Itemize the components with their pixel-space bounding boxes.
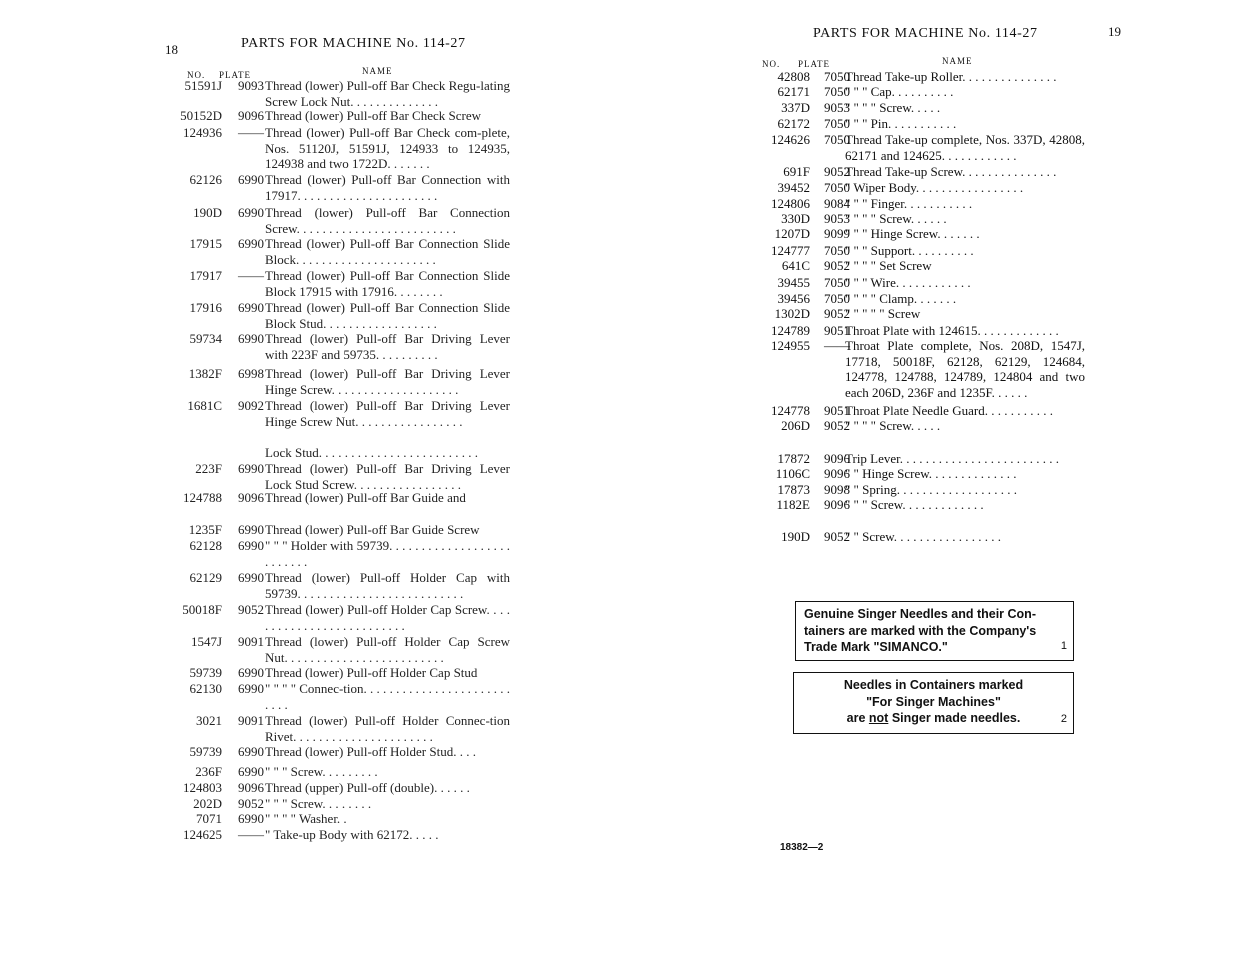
part-number: 124778 xyxy=(771,403,810,418)
note-number: 1 xyxy=(1060,639,1067,652)
part-name: Thread (lower) Pull-off Bar Check com-plete, Nos. 51120J, 51591J, 124933 to 124935, 124938 and two 1722D. . . . . . . xyxy=(265,125,510,171)
plate-number: 9091 xyxy=(238,634,264,649)
page-title-right: PARTS FOR MACHINE No. 114-27 xyxy=(813,26,1038,41)
part-number: 62171 xyxy=(777,84,810,99)
part-name: " " " Pin. . . . . . . . . . . xyxy=(845,116,957,131)
part-name: " Wiper Body. . . . . . . . . . . . . . . . . xyxy=(845,180,1024,195)
part-number: 691F xyxy=(783,164,810,179)
part-name: Thread (lower) Pull-off Holder Cap with 59739. . . . . . . . . . . . . . . . . . . . . . . . . . xyxy=(265,570,510,601)
plate-number: 9052 xyxy=(824,258,850,273)
part-number: 7071 xyxy=(196,811,222,826)
part-number: 1302D xyxy=(774,306,810,321)
part-number: 17915 xyxy=(189,236,222,251)
part-number: 39455 xyxy=(777,275,810,290)
part-name: Thread Take-up Screw. . . . . . . . . . . . . . . xyxy=(845,164,1057,179)
plate-number: 7050 xyxy=(824,275,850,290)
plate-number: 9084 xyxy=(824,196,850,211)
part-number: 39452 xyxy=(777,180,810,195)
part-number: 124955 xyxy=(771,338,810,353)
part-number: 206D xyxy=(781,418,810,433)
plate-number: —— xyxy=(238,125,264,140)
plate-number: 7050 xyxy=(824,84,850,99)
part-number: 1382F xyxy=(188,366,222,381)
right-page xyxy=(620,0,1238,954)
part-name: Thread (lower) Pull-off Bar Connection with 17917. . . . . . . . . . . . . . . . . . . . . . xyxy=(265,172,510,203)
part-name: " " " " Screw. . . . . xyxy=(845,418,941,433)
plate-number: 9052 xyxy=(238,796,264,811)
part-name: Thread (lower) Pull-off Holder Connec-tion Rivet. . . . . . . . . . . . . . . . . . . . . . xyxy=(265,713,510,744)
part-number: 50018F xyxy=(182,602,222,617)
note-line: "For Singer Machines" xyxy=(866,694,1001,709)
part-name: Thread (lower) Pull-off Bar Guide Screw xyxy=(265,522,480,537)
part-name: Thread (lower) Pull-off Bar Check Regu-lating Screw Lock Nut. . . . . . . . . . . . . . xyxy=(265,78,510,109)
plate-number: 9052 xyxy=(824,418,850,433)
part-name: Thread (lower) Pull-off Bar Guide and xyxy=(265,490,466,505)
column-header-plate: PLATE xyxy=(798,59,830,69)
plate-number: 9096 xyxy=(238,780,264,795)
part-number: 202D xyxy=(193,796,222,811)
plate-number: 7050 xyxy=(824,291,850,306)
plate-number: —— xyxy=(824,338,850,353)
plate-number: 9052 xyxy=(824,529,850,544)
part-number: 1182E xyxy=(776,497,810,512)
plate-number: 7050 xyxy=(824,69,850,84)
plate-number: 9093 xyxy=(238,78,264,93)
part-number: 1681C xyxy=(187,398,222,413)
note-text: Genuine Singer Needles and their Con-tainers are marked with the Company's Trade Mark "SIMANCO." xyxy=(804,607,1037,654)
part-name: " " Spring. . . . . . . . . . . . . . . . . . . xyxy=(845,482,1018,497)
part-name: Thread (lower) Pull-off Holder Cap Screw. . . . . . . . . . . . . . . . . . . . . . . . . . xyxy=(265,602,510,633)
plate-number: 6990 xyxy=(238,205,264,220)
plate-number: 9096 xyxy=(824,466,850,481)
plate-number: 6990 xyxy=(238,811,264,826)
plate-number: 9092 xyxy=(238,398,264,413)
note-line: Needles in Containers marked xyxy=(843,678,1024,692)
part-name: " " " " Clamp. . . . . . . xyxy=(845,291,957,306)
part-number: 124777 xyxy=(771,243,810,258)
part-name: " " " Screw. . . . . . . . . xyxy=(265,764,378,779)
part-number: 330D xyxy=(781,211,810,226)
plate-number: 7050 xyxy=(824,132,850,147)
part-number: 42808 xyxy=(777,69,810,84)
part-name: Thread Take-up Roller. . . . . . . . . . . . . . . xyxy=(845,69,1057,84)
part-name: Thread (lower) Pull-off Bar Connection Slide Block. . . . . . . . . . . . . . . . . . . . . . xyxy=(265,236,510,267)
part-number: 17916 xyxy=(189,300,222,315)
part-number: 51591J xyxy=(184,78,222,93)
plate-number: 9096 xyxy=(238,490,264,505)
plate-number: 9096 xyxy=(824,451,850,466)
part-number: 1235F xyxy=(188,522,222,537)
plate-number: 9051 xyxy=(824,403,850,418)
plate-number: 6990 xyxy=(238,172,264,187)
part-name: Thread (lower) Pull-off Bar Driving Lever Lock Stud Screw. . . . . . . . . . . . . . . . . xyxy=(265,461,510,492)
part-number: 190D xyxy=(781,529,810,544)
needles-trademark-note xyxy=(795,601,1074,661)
part-name: Thread (lower) Pull-off Holder Cap Stud xyxy=(265,665,478,680)
part-number: 190D xyxy=(193,205,222,220)
part-name: " " Hinge Screw. . . . . . . . . . . . . . xyxy=(845,466,1017,481)
part-number: 223F xyxy=(195,461,222,476)
part-name: Thread (lower) Pull-off Holder Cap Screw Nut. . . . . . . . . . . . . . . . . . . . . . . . . xyxy=(265,634,510,665)
part-name: " Take-up Body with 62172. . . . . xyxy=(265,827,439,842)
page-number-right: 19 xyxy=(1108,24,1121,39)
plate-number: 9052 xyxy=(238,602,264,617)
part-number: 3021 xyxy=(196,713,222,728)
part-number: 17917 xyxy=(189,268,222,283)
part-name: Thread (lower) Pull-off Bar Connection Slide Block 17915 with 17916. . . . . . . . xyxy=(265,268,510,299)
part-number: 62130 xyxy=(189,681,222,696)
plate-number: 9053 xyxy=(824,100,850,115)
part-name: " " Screw. . . . . . . . . . . . . . . . . xyxy=(845,529,1002,544)
page-title-left: PARTS FOR MACHINE No. 114-27 xyxy=(241,36,466,51)
plate-number: 9091 xyxy=(238,713,264,728)
part-name: Thread (lower) Pull-off Bar Connection Screw. . . . . . . . . . . . . . . . . . . . . . . . . xyxy=(265,205,510,236)
part-number: 124806 xyxy=(771,196,810,211)
plate-number: 9051 xyxy=(824,323,850,338)
part-name: " " " " Set Screw xyxy=(845,258,932,273)
part-name: Thread Take-up complete, Nos. 337D, 42808, 62171 and 124625. . . . . . . . . . . . xyxy=(845,132,1085,163)
plate-number: 6990 xyxy=(238,236,264,251)
plate-number: 9096 xyxy=(238,108,264,123)
plate-number: 9098 xyxy=(824,482,850,497)
part-name: Trip Lever. . . . . . . . . . . . . . . . . . . . . . . . . xyxy=(845,451,1060,466)
page-number-left: 18 xyxy=(165,42,178,57)
part-name: Thread (lower) Pull-off Holder Stud. . . . xyxy=(265,744,476,759)
plate-number: 6990 xyxy=(238,681,264,696)
part-name: Thread (lower) Pull-off Bar Driving Lever Hinge Screw. . . . . . . . . . . . . . . . . . . . xyxy=(265,366,510,397)
column-header-no: NO. xyxy=(187,70,206,80)
plate-number: 6998 xyxy=(238,366,264,381)
part-number: 236F xyxy=(195,764,222,779)
plate-number: 6990 xyxy=(238,665,264,680)
part-name: " " " " Washer. . xyxy=(265,811,347,826)
plate-number: 6990 xyxy=(238,522,264,537)
part-number: 62128 xyxy=(189,538,222,553)
part-number: 59739 xyxy=(189,665,222,680)
part-number: 17873 xyxy=(777,482,810,497)
part-name: Thread (lower) Pull-off Bar Driving Lever Hinge Screw Nut. . . . . . . . . . . . . . . . . xyxy=(265,398,510,429)
plate-number: 6990 xyxy=(238,331,264,346)
part-number: 1106C xyxy=(775,466,810,481)
part-name: " " " " Screw. . . . . xyxy=(845,100,941,115)
plate-number: 6990 xyxy=(238,538,264,553)
part-number: 59734 xyxy=(189,331,222,346)
plate-number: —— xyxy=(238,827,264,842)
plate-number: 6990 xyxy=(238,744,264,759)
part-name: " " " Hinge Screw. . . . . . . xyxy=(845,226,980,241)
plate-number: 9099 xyxy=(824,226,850,241)
part-name: Thread (lower) Pull-off Bar Connection Slide Block Stud. . . . . . . . . . . . . . . . . . xyxy=(265,300,510,331)
plate-number: 7050 xyxy=(824,243,850,258)
part-name: Throat Plate with 124615. . . . . . . . . . . . . xyxy=(845,323,1059,338)
part-name: Throat Plate Needle Guard. . . . . . . . . . . xyxy=(845,403,1053,418)
print-code: 18382—2 xyxy=(780,842,824,853)
part-number: 1207D xyxy=(774,226,810,241)
part-name: " " " " Screw. . . . . . xyxy=(845,211,947,226)
plate-number: 9052 xyxy=(824,306,850,321)
part-name: " " " " Connec-tion. . . . . . . . . . . . . . . . . . . . . . . . . . . xyxy=(265,681,510,712)
part-name: Thread (lower) Pull-off Bar Driving Lever with 223F and 59735. . . . . . . . . . xyxy=(265,331,510,362)
part-name: " " " Screw. . . . . . . . xyxy=(265,796,372,811)
part-number: 39456 xyxy=(777,291,810,306)
part-name: " " " Screw. . . . . . . . . . . . . xyxy=(845,497,984,512)
part-name: " " " Cap. . . . . . . . . . xyxy=(845,84,954,99)
plate-number: 6990 xyxy=(238,764,264,779)
needles-containers-note xyxy=(793,672,1074,734)
plate-number: 6990 xyxy=(238,570,264,585)
part-number: 124936 xyxy=(183,125,222,140)
column-header-plate: PLATE xyxy=(219,70,251,80)
part-number: 124626 xyxy=(771,132,810,147)
part-name: " " " Support. . . . . . . . . . xyxy=(845,243,974,258)
part-number: 17872 xyxy=(777,451,810,466)
part-number: 62129 xyxy=(189,570,222,585)
plate-number: 6990 xyxy=(238,461,264,476)
plate-number: 9096 xyxy=(824,497,850,512)
column-header-name: NAME xyxy=(362,66,393,76)
part-name: " " " Holder with 59739. . . . . . . . . . . . . . . . . . . . . . . . . . xyxy=(265,538,510,569)
part-number: 124789 xyxy=(771,323,810,338)
plate-number: 7050 xyxy=(824,180,850,195)
plate-number: 6990 xyxy=(238,300,264,315)
part-number: 337D xyxy=(781,100,810,115)
part-name: Throat Plate complete, Nos. 208D, 1547J, 17718, 50018F, 62128, 62129, 124684, 124778, 124788, 124789, 124804 and two each 206D, 236F and 1235F. . . . . . xyxy=(845,338,1085,400)
part-number: 50152D xyxy=(180,108,222,123)
part-name: Thread (upper) Pull-off (double). . . . . . xyxy=(265,780,470,795)
part-name: " " " " " Screw xyxy=(845,306,921,321)
column-header-no: NO. xyxy=(762,59,781,69)
part-number: 59739 xyxy=(189,744,222,759)
part-number: 124788 xyxy=(183,490,222,505)
part-number: 62126 xyxy=(189,172,222,187)
part-name: " " " Finger. . . . . . . . . . . xyxy=(845,196,973,211)
part-number: 124625 xyxy=(183,827,222,842)
column-header-name: NAME xyxy=(942,56,973,66)
plate-number: 9053 xyxy=(824,211,850,226)
part-name: Lock Stud. . . . . . . . . . . . . . . . . . . . . . . . . xyxy=(265,445,479,460)
part-number: 641C xyxy=(781,258,810,273)
part-name: Thread (lower) Pull-off Bar Check Screw xyxy=(265,108,481,123)
part-number: 1547J xyxy=(190,634,222,649)
note-line: are not Singer made needles. xyxy=(846,711,1021,725)
part-number: 124803 xyxy=(183,780,222,795)
plate-number: —— xyxy=(238,268,264,283)
part-number: 62172 xyxy=(777,116,810,131)
part-name: " " " Wire. . . . . . . . . . . . xyxy=(845,275,971,290)
plate-number: 9052 xyxy=(824,164,850,179)
note-number: 2 xyxy=(1060,712,1067,725)
plate-number: 7050 xyxy=(824,116,850,131)
